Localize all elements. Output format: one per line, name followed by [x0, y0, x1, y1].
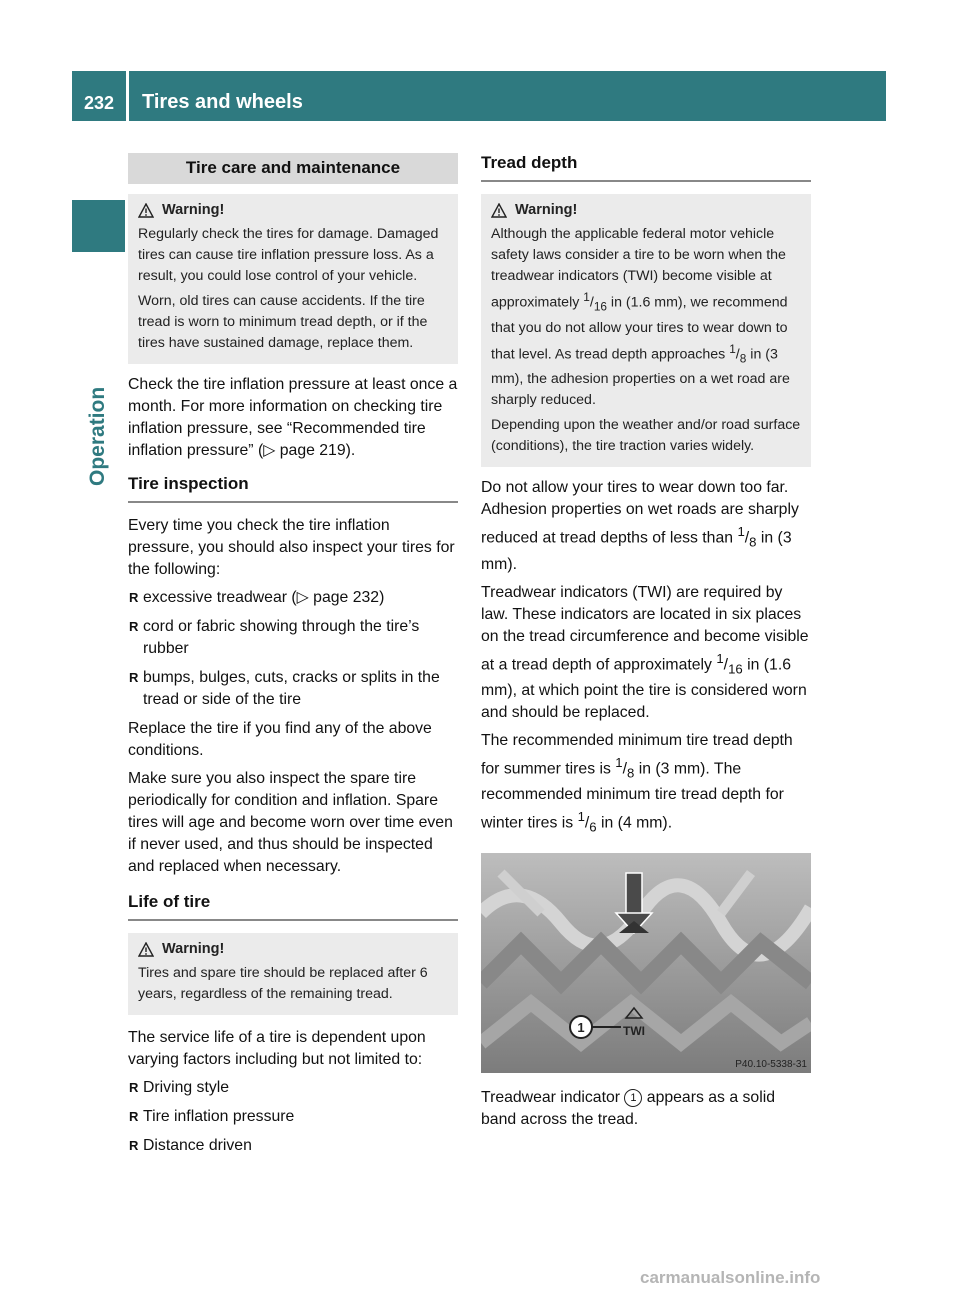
sidebar-tab: [72, 200, 125, 252]
warning-heading: [138, 200, 452, 221]
warning-triangle-icon: [138, 203, 154, 218]
text-run: Although the applicable federal motor vehicle safety laws consider a tire to be worn when the treadwear indicators (TWI) become visible at approximately: [491, 226, 786, 311]
bullet-list: [128, 1077, 458, 1157]
text-run: in (3 mm), the adhesion properties on a wet road are sharply reduced.: [491, 346, 790, 409]
fraction-denominator: 8: [739, 351, 747, 366]
list-item: R Distance driven: [128, 1135, 458, 1157]
page-number: 232: [84, 93, 115, 113]
page-header: [72, 71, 886, 121]
right-column: [481, 153, 811, 1137]
fraction-denominator: 6: [589, 819, 597, 835]
text-run: Treadwear indicators (TWI) are required by law. These indicators are located in six places on the tread circumference and become visible at a tread depth of approximately: [481, 583, 809, 673]
heading-life-of-tire: Life of tire: [128, 892, 458, 921]
figure-code: P40.10-5338-31: [735, 1058, 807, 1070]
fraction-denominator: 8: [627, 765, 635, 781]
paragraph: The service life of a tire is dependent upon varying factors including but not limited to:: [128, 1029, 426, 1068]
fraction-denominator: 16: [593, 299, 607, 314]
paragraph-text: Check the tire inflation pressure at least once a month. For more information on checking tire inflation pressure, see “Recommended tire inflation pressure” (▷ page 219).: [128, 376, 458, 459]
left-column: [128, 153, 458, 1164]
section-title: Tire care and maintenance: [128, 153, 458, 184]
text-run: in (3 mm).: [481, 529, 792, 573]
warning-title: Warning!: [162, 941, 225, 957]
warning-triangle-icon: [138, 942, 154, 957]
warning-text: Regularly check the tires for damage. Damaged tires can cause tire inflation pressure loss. As a result, you could lose control of your vehicle.: [138, 226, 439, 284]
twi-label: TWI: [623, 1023, 645, 1038]
warning-text: Depending upon the weather and/or road surface (conditions), the tire traction varies widely.: [491, 417, 801, 455]
paragraph: [128, 374, 458, 462]
text-run: Treadwear indicator: [481, 1088, 625, 1106]
paragraph: Replace the tire if you find any of the above conditions.: [128, 720, 432, 759]
warning-box: [481, 194, 811, 467]
fraction-denominator: 16: [728, 660, 743, 676]
header-divider: [126, 71, 129, 121]
fraction-denominator: 8: [749, 534, 757, 550]
warning-text: Tires and spare tire should be replaced after 6 years, regardless of the remaining tread.: [138, 965, 428, 1002]
text-run: The recommended minimum tire tread depth for summer tires is: [481, 731, 793, 778]
paragraph: Every time you check the tire inflation pressure, you should also inspect your tires for the following:: [128, 517, 455, 578]
fraction-numerator: 1: [729, 341, 736, 356]
list-item: R bumps, bulges, cuts, cracks or splits in the tread or side of the tire: [128, 667, 458, 711]
fraction-numerator: 1: [577, 809, 585, 825]
tire-tread-illustration: [481, 853, 811, 1073]
paragraph: Treadwear indicators (TWI) are required by law. These indicators are located in six places on the tread circumference and become visible at a tread depth of approximately $^1/_{16}$ in (1.6 mm), at which point the tire is considered worn and should be replaced.: [481, 583, 809, 721]
warning-title: Warning!: [162, 202, 225, 218]
text-run: Do not allow your tires to wear down too far. Adhesion properties on wet roads are sharply reduced at tread depths of less than: [481, 479, 799, 547]
list-item: R cord or fabric showing through the tire’s rubber: [128, 616, 458, 660]
paragraph: Do not allow your tires to wear down too far. Adhesion properties on wet roads are sharply reduced at tread depths of less than $^1/_8$ in (3 mm).: [481, 479, 799, 573]
warning-heading: [491, 200, 805, 221]
paragraph: Make sure you also inspect the spare tire periodically for condition and inflation. Spare tires will age and become worn over time even if never used, and thus should be inspected and replaced when necessary.: [128, 770, 453, 875]
fraction-numerator: 1: [615, 754, 623, 770]
warning-box: [128, 933, 458, 1015]
chapter-title: Tires and wheels: [142, 91, 303, 113]
sidebar-section-label: Operation: [86, 386, 109, 486]
warning-triangle-icon: [491, 203, 507, 218]
text-run: in (1.6 mm), we recommend that you do not allow your tires to wear down to that level. As tread depth approaches: [491, 294, 788, 363]
bullet-list: [128, 587, 458, 711]
tire-tread-figure: [481, 853, 811, 1073]
heading-tire-inspection: Tire inspection: [128, 474, 458, 503]
warning-title: Warning!: [515, 202, 578, 218]
fraction-numerator: 1: [716, 650, 724, 666]
list-item: R Driving style: [128, 1077, 458, 1099]
watermark: carmanualsonline.info: [640, 1268, 821, 1287]
list-item: R Tire inflation pressure: [128, 1106, 458, 1128]
callout-ref: 1: [624, 1089, 642, 1107]
text-run: in (4 mm).: [596, 814, 673, 832]
text-run: in (1.6 mm), at which point the tire is considered worn and should be replaced.: [481, 655, 807, 721]
list-item: R excessive treadwear (▷ page 232): [128, 587, 458, 609]
text-run: in (3 mm). The recommended minimum tire tread depth for winter tires is: [481, 760, 784, 832]
warning-text: Although the applicable federal motor vehicle safety laws consider a tire to be worn when the treadwear indicators (TWI) become visible at approximately $^1/_{16}$ in (1.6 mm), we recommend that you do not allow your tires to wear down to that level. As tread depth approaches $^1/_8$ in (3 mm), the adhesion properties on a wet road are sharply reduced.: [491, 226, 790, 409]
text-run: appears as a solid band across the tread.: [481, 1088, 776, 1128]
warning-box: [128, 194, 458, 364]
heading-tread-depth: Tread depth: [481, 153, 811, 182]
callout-number: 1: [577, 1019, 585, 1035]
warning-heading: [138, 939, 452, 960]
paragraph: The recommended minimum tire tread depth for summer tires is $^1/_8$ in (3 mm). The recommended minimum tire tread depth for winter tires is $^1/_6$ in (4 mm).: [481, 731, 793, 835]
fraction-numerator: 1: [737, 524, 745, 540]
warning-text: Worn, old tires can cause accidents. If the tire tread is worn to minimum tread depth, or if the tires have sustained damage, replace them.: [138, 293, 428, 351]
fraction-numerator: 1: [583, 290, 590, 304]
figure-caption: [481, 1087, 811, 1131]
